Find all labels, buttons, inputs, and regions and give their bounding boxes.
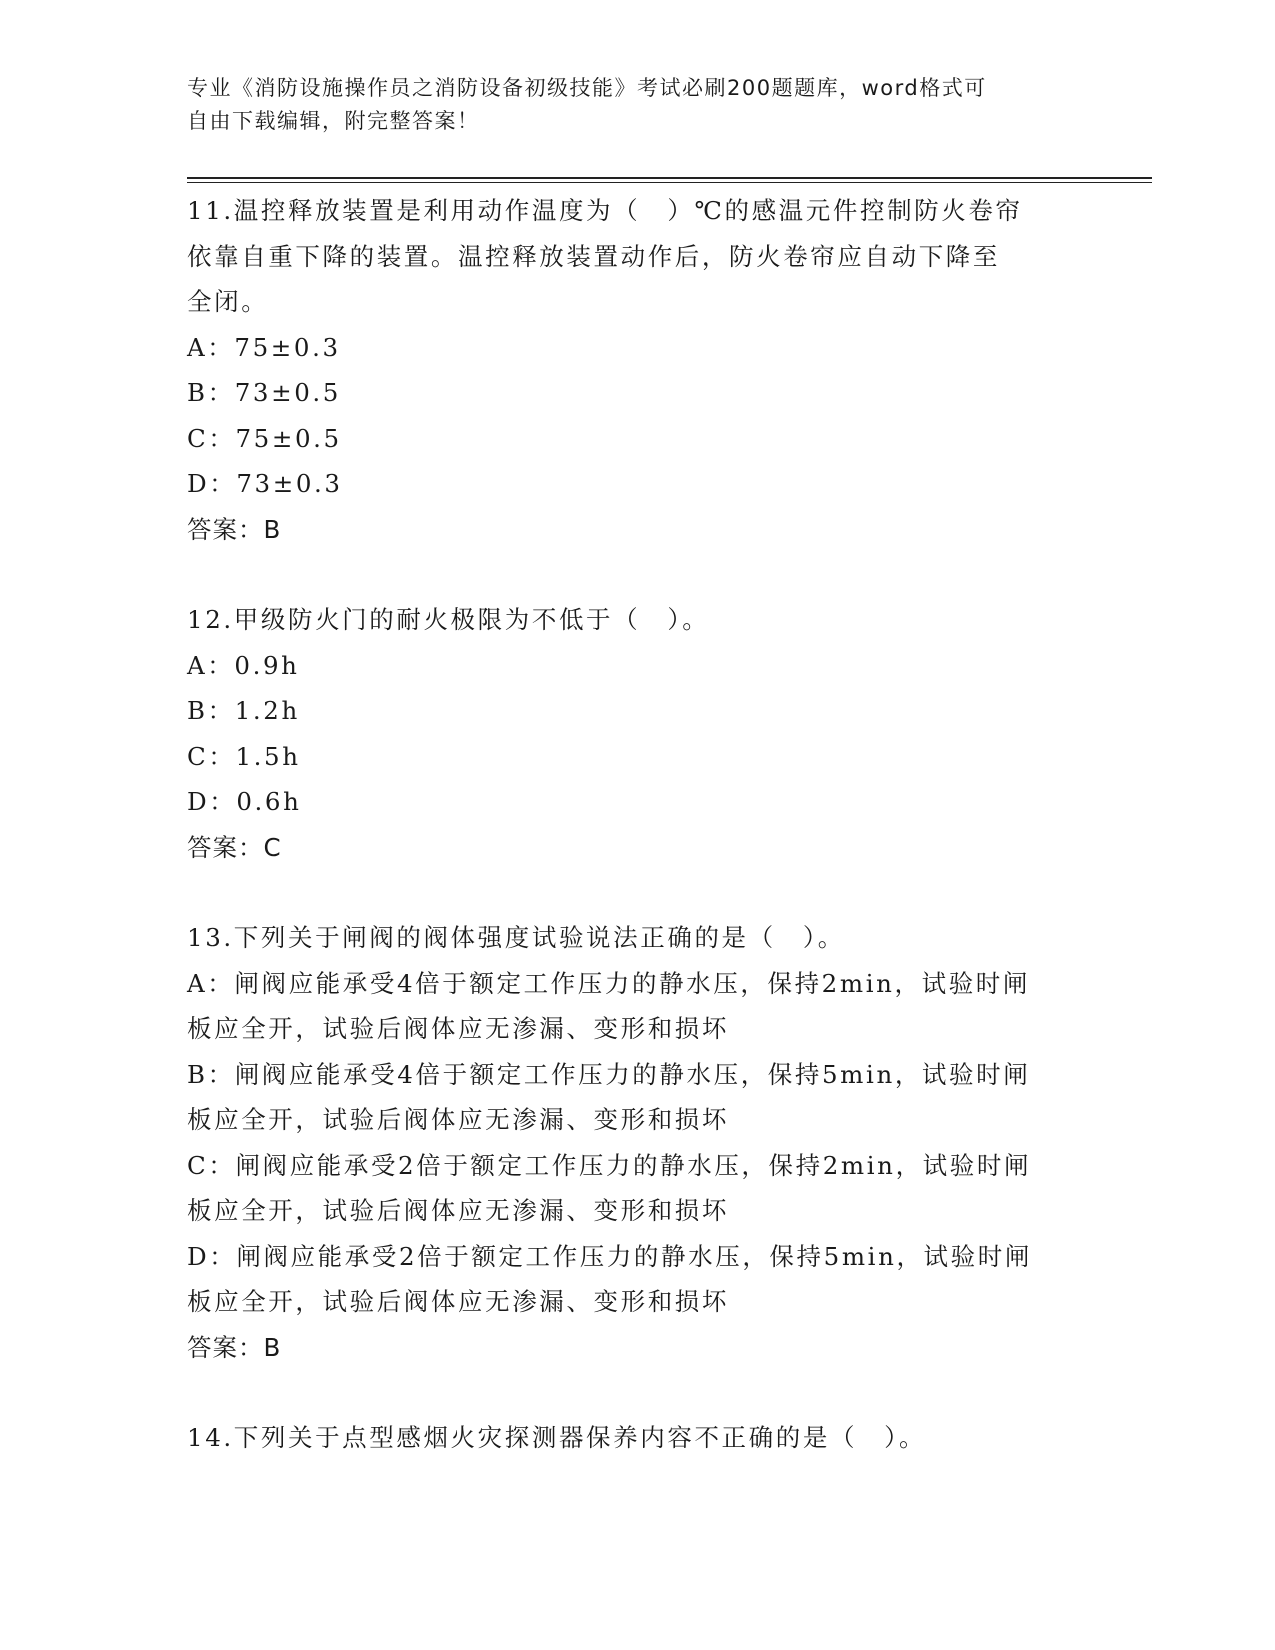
question-stem-line: 全闭。 [187,287,269,316]
option-d: D：闸阀应能承受2倍于额定工作压力的静水压，保持5min，试验时闸 [187,1241,1032,1271]
answer-label: 答案：B [187,514,282,544]
option-d: D：73±0.3 [187,469,343,498]
option-b: B：1.2h [187,696,300,725]
option-d-continued: 板应全开，试验后阀体应无渗漏、变形和损坏 [187,1287,729,1316]
option-c: C：1.5h [187,741,301,771]
question-12 [187,597,1087,870]
option-b: B：闸阀应能承受4倍于额定工作压力的静水压，保持5min，试验时闸 [187,1059,1031,1089]
question-stem-line: 14.下列关于点型感烟火灾探测器保养内容不正确的是（ ）。 [187,1423,927,1452]
question-stem-line: 12.甲级防火门的耐火极限为不低于（ ）。 [187,605,710,634]
header-divider-thin [187,182,1152,183]
option-c-continued: 板应全开，试验后阀体应无渗漏、变形和损坏 [187,1196,729,1225]
question-11 [187,188,1087,552]
option-c: C：闸阀应能承受2倍于额定工作压力的静水压，保持2min，试验时闸 [187,1150,1032,1180]
answer-label: 答案：C [187,832,282,862]
header-line-1: 专业《消防设施操作员之消防设备初级技能》考试必刷200题题库，word格式可 [187,76,987,100]
header-line-2: 自由下载编辑，附完整答案！ [187,109,480,133]
document-header [187,72,1067,138]
answer-label: 答案：B [187,1332,282,1362]
option-a-continued: 板应全开，试验后阀体应无渗漏、变形和损坏 [187,1014,729,1043]
question-13 [187,915,1087,1370]
option-a: A：75±0.3 [187,332,341,362]
header-divider-thick [187,177,1152,179]
question-list [187,188,1087,1506]
question-stem-line: 11.温控释放装置是利用动作温度为（ ）℃的感温元件控制防火卷帘 [187,196,1023,225]
question-stem-line: 13.下列关于闸阀的阀体强度试验说法正确的是（ ）。 [187,923,845,952]
option-b-continued: 板应全开，试验后阀体应无渗漏、变形和损坏 [187,1105,729,1134]
option-d: D：0.6h [187,787,302,816]
option-a: A：0.9h [187,650,300,680]
option-b: B：73±0.5 [187,378,341,407]
question-stem-line: 依靠自重下降的装置。温控释放装置动作后，防火卷帘应自动下降至 [187,241,1000,271]
question-14 [187,1415,1087,1461]
option-a: A：闸阀应能承受4倍于额定工作压力的静水压，保持2min，试验时闸 [187,968,1031,998]
option-c: C：75±0.5 [187,423,342,453]
